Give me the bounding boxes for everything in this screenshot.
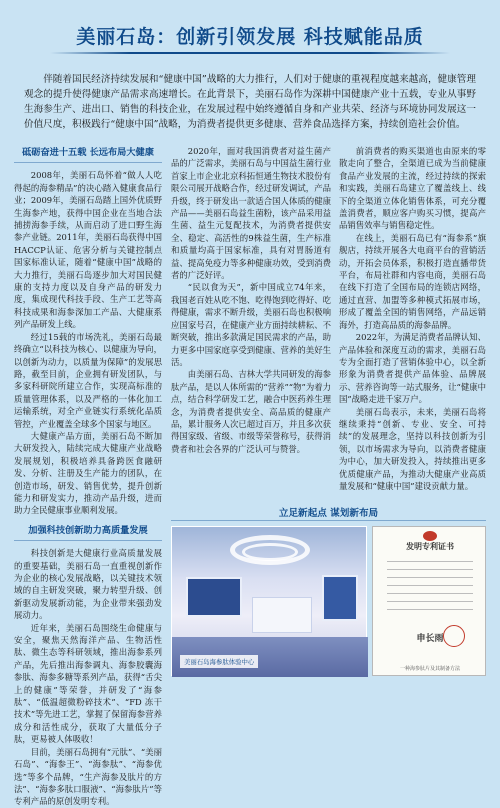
column-paragraph: 2020年，面对我国消费者对益生菌产品的广泛需求，美丽石岛与中国益生菌行业首家上市企业北京科拓恒通生物技术股份有限公司展开战略合作，经过研发调试，产品升级，终于研发出一款适合国人体质的健康产品——美丽石岛益生菌粉，该产品采用益生菌、益生元复配技术，为消费者提供安全、稳定、高活性的9株益生菌，生产标准和质量均高于国家标准，具有对胃肠道有益、提高免疫力等多种健康功效，受到消费者的广泛好评。 bbox=[171, 146, 331, 281]
store-caption: 美丽石岛海参肽体验中心 bbox=[180, 655, 258, 668]
column-paragraph: 2022年，为满足消费者品牌认知、产品体验和深度互动的需求，美丽石岛专为全面打造了营销体验中心，以全新形象为消费者提供产品体验、品牌展示、营养咨询等一站式服务，让“健康中国”战略走进千家万户。 bbox=[339, 332, 486, 405]
display-screen bbox=[186, 577, 242, 617]
certificate-text-line bbox=[387, 577, 473, 578]
photo-section-heading: 立足新起点 谋划新布局 bbox=[278, 508, 379, 519]
column-paragraph: 经过15载的市场洗礼，美丽石岛最终确立“以科技为核心、以健康为导向，以创新为动力，以质量为保障”的发展思路，截至目前，企业拥有研发团队，与多家科研院所建立合作，实现高标准的质量管理体系，以及严格的一体化加工运输系统，对全产业链实行系统化品质管控，产业覆盖全球多个国家与地区。 bbox=[14, 331, 162, 429]
display-screen bbox=[322, 575, 358, 621]
certificate-text-line bbox=[387, 593, 473, 594]
certificate-text-line bbox=[387, 569, 473, 570]
lead-paragraph: 伴随着国民经济持续发展和“健康中国”战略的大力推行，人们对于健康的重视程度越来越高，健康管理观念的提升使得健康产品需求高速增长。在此背景下，美丽石岛作为深耕中国健康产业十五载，专业从事野生海参生产、进出口、销售的科技企业，在发展过程中始终遵循自身和产业共荣、经济与环境协同发展这一价值尺度，积极践行“健康中国”战略，为消费者提供更多健康、营养食品选择方案，持续创造社会价值。 bbox=[24, 74, 476, 130]
column-1 bbox=[14, 145, 162, 807]
title-rule bbox=[50, 52, 450, 54]
certificate-text-line bbox=[387, 585, 473, 586]
patent-certificate bbox=[372, 526, 486, 676]
photo-section-rule bbox=[171, 520, 486, 521]
column-paragraph: 大健康产品方面，美丽石岛不断加大研发投入，陆续完成大健康产业战略发展规划，积极培养具备跨医食融研发、分析、注册及生产能力的团队，在创造市场，研发、销售优势，提升创新能力和研发实力，推动产品升级，进而助力全民健康事业顺利发展。 bbox=[14, 430, 162, 516]
page-title: 美丽石岛：创新引领发展 科技赋能品质 bbox=[76, 26, 424, 48]
section-heading: 加强科技创新助力高质量发展 bbox=[14, 525, 162, 541]
display-shelf bbox=[252, 597, 312, 633]
column-paragraph: 在线上，美丽石岛已有“海参系”旗舰店，持续开展各大电商平台的营销活动，开拓会员体系，积极打造直播带货平台，布局社群和内容电商，美丽石岛在线下打造了全国布局的连锁店网络，通过直营、加盟等多种模式拓展市场，形成了覆盖全国的销售网络，产品远销海外，打造高品质的海参品牌。 bbox=[339, 232, 486, 330]
column-paragraph: 2008年，美丽石岛怀着“做人人吃得起的海参精品”的决心踏入健康食品行业；2009年，美丽石岛踏上国外优质野生海参产地，获得中国企业在当地合法捕捞海参手续，从而启动了进口野生海参产业链。2011年，美丽石岛获得中国HACCP认证、危害分析与关键控制点国家标准认证，随着“健康中国”战略的大力推行，美丽石岛逐步加大对国民健康的支持力度以及自身产品的研发力度，集成现代科技手段、生产工艺等高科技成果和海参深加工产品、大健康系列产品研发上线。 bbox=[14, 170, 162, 330]
column-paragraph: 美丽石岛表示，未来，美丽石岛将继续秉持“创新、专业、安全、可持续”的发展理念，坚持以科技创新为引领，以市场需求为导向，以消费者健康为中心，加大研发投入，持续推出更多优质健康产品，为推动大健康产业高质量发展和“健康中国”建设贡献力量。 bbox=[339, 406, 486, 491]
column-paragraph: 近年来，美丽石岛围绕生命健康与安全，聚焦天然海洋产品、生物活性肽、微生态等科研领域，推出海参系列产品，先后推出海参调丸、海参胶囊海参肽、海参多糖等系列产品，获得“舌尖上的健康”等荣誉，并研发了“海参肽”、“低温超微粉碎技术”、“FD 冻干技术”等先进工艺，掌握了保留海参营养成分和活性成分，获取了大量低分子肽，更易被人体吸收！ bbox=[14, 622, 162, 745]
certificate-text-line bbox=[387, 601, 473, 602]
store-photo bbox=[171, 526, 367, 676]
certificate-footnote: 一种海参肽片及其制备方法 bbox=[399, 666, 460, 672]
certificate-title: 发明专利证书 bbox=[406, 542, 454, 551]
column-paragraph: 由美丽石岛、吉林大学共同研发的海参肽产品，是以人体所需的“营养”“物”为着力点，结合科学研发工艺，融合中医药养生理念，为消费者提供安全、高品质的健康产品，累计服务人次已超过百万，并且多次获得国家级、省级、市级等荣誉称号，获得消费者和社会各界的广泛认可与赞誉。 bbox=[171, 369, 331, 454]
column-3 bbox=[339, 145, 486, 500]
ceiling-light-ring bbox=[242, 543, 298, 561]
column-paragraph: 科技创新是大健康行业高质量发展的重要基础，美丽石岛一直重视创新作为企业的核心发展战略，以关键技术领域的自主研发突破，聚力转型升级、创新驱动发展新动能，为企业带来强劲发展动力。 bbox=[14, 548, 162, 621]
certificate-text-line bbox=[387, 561, 473, 562]
section-heading: 砥砺奋进十五载 长远布局大健康 bbox=[14, 147, 162, 163]
emblem-icon bbox=[423, 531, 437, 541]
column-2 bbox=[171, 145, 331, 500]
certificate-signature: 申长雨 bbox=[416, 634, 444, 644]
column-paragraph: “民以食为天”，新中国成立74年来，我国老百姓从吃不饱、吃得饱到吃得好、吃得健康，需求不断升级，美丽石岛也积极响应国家号召，在健康产业方面持续耕耘、不断突破，推出多款满足国民需求的产品，助力更多中国家庭享受到健康、营养的美好生活。 bbox=[171, 282, 331, 367]
column-paragraph: 目前，美丽石岛拥有“元肽”、“美丽石岛”、“海参王”、“海参肽”、“海参优选”等多个品牌，“生产海参及肽片的方法”、“海参多肽口服液”、“海参肽片”等专利产品的原创发明专利。 bbox=[14, 746, 162, 807]
certificate-text-line bbox=[387, 609, 473, 610]
column-paragraph: 前消费者的购买渠道也由原来的零散走向了整合，全渠道已成为当前健康食品产业发展的主流，经过持续的探索和实践，美丽石岛建立了覆盖线上、线下的全渠道立体化销售体系，可充分覆盖消费者，顺应客户购买习惯，提高产品销售效率与销售稳定性。 bbox=[339, 146, 486, 231]
